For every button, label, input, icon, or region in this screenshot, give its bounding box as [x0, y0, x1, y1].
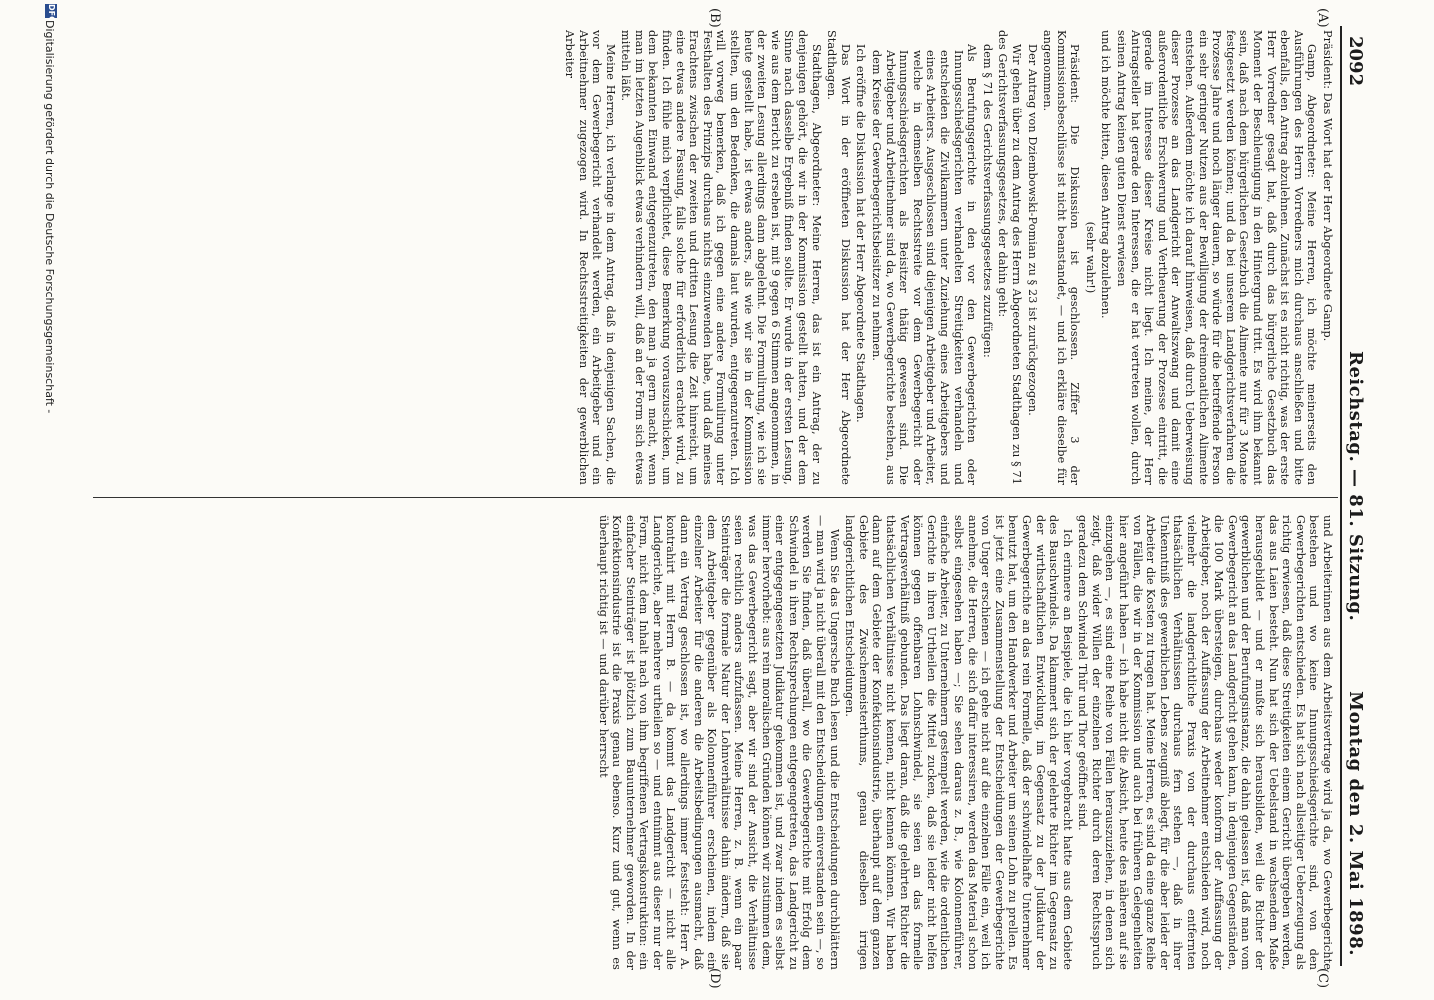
- paragraph: Ich erinnere an Beispiele, die ich hier vorgebracht hatte aus dem Gebiete des Bauschwindels. Da klammert sich der gelehrte Richter im Gegensatz zu der wirthschaftlichen Entwicklung, im Gegensatz zu der Judikatur der Gewerbegerichte an das rein Formelle, daß der schwindelhafte Unternehmer benutzt hat, um den Handwerker und Arbeiter um seinen Lohn zu prellen. Es ist jetzt eine Zusammenstellung der Entscheidungen der Gewerbegerichte von Unger erschienen — ich gehe nicht auf die einzelnen Fälle ein, weil ich annehme, die Herren, die sich dafür interessiren, werden das Material schon selbst eingesehen haben —; Sie sehen daraus z. B., wie Kolonnenführer, einfache Arbeiter, zu Unternehmern gestempelt werden, wie die ordentlichen Gerichte in ihren Urtheilen die Mittel zucken, daß sie leider nicht helfen können gegen offenbaren Lohnschwindel, sie seien an das formelle Vertragsverhältniß gebunden. Das liegt daran, daß die gelehrten Richter die thatsächlichen Verhältnisse nicht kennen, nicht kennen können. Wir haben dann auf dem Gebiete der Konfektionsindustrie, überhaupt auf dem ganzen Gebiete des Zwischenmeisterthums, genau dieselben irrigen landgerichtlichen Entscheidungen.: [843, 515, 1074, 970]
- right-column: [104, 515, 1334, 970]
- margin-mark-a: (A): [1315, 8, 1330, 28]
- paragraph: und ich möchte bitten, diesen Antrag abzulehnen.: [1099, 30, 1113, 319]
- column-divider: [93, 497, 1338, 498]
- paragraph: Meine Herren, ich verlange in dem Antrag, daß in denjenigen Sachen, die vor dem Gewerbegericht verhandelt werden, ein Arbeitgeber und ein Arbeitnehmer zugezogen wird. In Rechtsstreitigkeiten der gewerblichen Arbeiter: [562, 30, 617, 485]
- footer-text: Digitalisierung gefördert durch die Deutsche Forschungsgemeinschaft -: [43, 20, 56, 414]
- dfg-logo: DFG: [47, 4, 56, 23]
- margin-mark-d: (D): [707, 968, 722, 989]
- paragraph: Präsident: Das Wort hat der Herr Abgeordnete Gamp.: [1321, 30, 1334, 342]
- session-date: Montag den 2. Mai 1898.: [1345, 691, 1366, 956]
- margin-mark-b: (B): [707, 8, 722, 28]
- session-title: Reichstag. — 81. Sitzung.: [1345, 351, 1366, 622]
- interjection: (sehr wahr!): [1083, 221, 1097, 294]
- paragraph: Wir gehen über zu dem Antrag des Herrn Abgeordneten Stadthagen zu § 71 des Gerichtsverfassungsgesetzes, der dahin geht:: [996, 30, 1023, 485]
- paragraph: Der Antrag von Dziembowski-Pomian zu § 23 ist zurückgezogen.: [1025, 44, 1039, 416]
- left-column: [104, 30, 1334, 485]
- paragraph: Präsident: Die Diskussion ist geschlossen. Ziffer 3 der Kommissionsbeschlüsse ist nicht beanstandet, — und ich erkläre dieselbe für angenommen.: [1041, 30, 1082, 485]
- digitization-footer: [38, 0, 62, 1000]
- paragraph: und Arbeiterinnen aus dem Arbeitsvertrage wird ja da, wo Gewerbegerichte bestehen und wo keine Innungsschiedsgerichte sind, von den Gewerbegerichten entschieden. Es hat sich nach allseitiger Ueberzeugung als richtig erwiesen, daß diese Streitigkeiten einem Gericht übergeben werden, das aus Laien besteht. Nun hat sich der Uebelstand in wachsendem Maße herausgebildet — und er mußte sich herausbilden, weil die Richter der gewerblichen und der Berufungsinstanz, die dahin gelassen ist, daß man vom Gewerbegericht an das Landgericht gehen kann, in denjenigen Gegenständen, die 100 Mark übersteigen, durchaus weder konform der Auffassung der Arbeitgeber, noch der Auffassung der Arbeitnehmer entschieden wird, noch vielmehr die landgerichtliche Praxis von der durchaus entfernten thatsächlichen Verhältnissen durchaus fern stehen —, daß in ihrer Unkenntniß des gewerblichen Lebens zeugniß ablegt, für die aber leider der Arbeiter die Kosten zu tragen hat. Meine Herren, es sind da eine ganze Reihe von Fällen, die wir in der Kommission und auch bei früheren Gelegenheiten hier angeführt haben — ich habe nicht die Absicht, heute des näheren auf sie einzugehen —, es sind eine Reihe von Fällen herauszuziehen, in denen sich zeigt, daß wider Willen der einzelnen Richter durch deren Rechtsspruch geradezu dem Schwindel Thür und Thor geöffnet sind.: [1076, 515, 1334, 970]
- motion-text: dem § 71 des Gerichtsverfassungsgesetzes zuzufügen:: [980, 44, 994, 358]
- paragraph: Das Wort in der eröffneten Diskussion hat der Herr Abgeordnete Stadthagen.: [825, 30, 852, 485]
- paragraph: Stadthagen, Abgeordneter: Meine Herren, das ist ein Antrag, der zu denjenigen gehört, die wir in der Kommission gestellt hatten, und der dem Sinne nach dasselbe Ergebniß finden sollte. Er wurde in der ersten Lesung, wie aus dem Bericht zu ersehen ist, mit 9 gegen 6 Stimmen angenommen, in der zweiten Lesung allerdings dann abgelehnt. Die Formulirung, wie ich sie heute gestellt habe, ist etwas anders, als wie wir sie in der Kommission stellten, um den Bedenken, die damals laut wurden, entgegenzutreten. Ich will vorweg bemerken, daß ich gegen eine andere Formulirung unter Festhalten des Prinzips durchaus nichts einzuwenden habe, und daß meines Erachtens zwischen der zweiten und dritten Lesung die Zeit hinreicht, um eine etwas andere Fassung, falls solche für erforderlich erachtet wird, zu finden. Ich fühle mich verpflichtet, diese Bemerkung vorauszuschicken, um dem bekannten Einwand entgegenzutreten, den man ja gern macht, wenn man im letzten Augenblick etwas verhindern will, daß an der Form sich etwas mitteln läßt.: [619, 30, 823, 485]
- page-number: 2092: [1345, 36, 1366, 87]
- paragraph: Ich eröffne die Diskussion hat der Herr Abgeordnete Stadthagen.: [854, 44, 868, 423]
- motion-text: Als Berufungsgerichte in den vor den Gewerbegerichten oder Innungsschiedsgerichten verhandelten Streitigkeiten verhandeln und entscheiden die Zivilkammern unter Zuziehung eines Arbeitgebers und eines Arbeiters. Ausgeschlossen sind diejenigen Arbeitgeber und Arbeiter, welche in demselben Rechtsstreite vor dem Gewerbegericht oder Innungsschiedsgerichten als Beisitzer thätig gewesen sind. Die Arbeitgeber und Arbeitnehmer sind da, wo Gewerbegerichte bestehen, aus dem Kreise der Gewerbegerichtsbeisitzer zu nehmen.: [870, 44, 979, 485]
- page-header: [1340, 26, 1372, 966]
- margin-mark-c: (C): [1315, 968, 1330, 989]
- paragraph: Gamp, Abgeordneter: Meine Herren, ich möchte meinerseits den Ausführungen des Herrn Vorredners mich durchaus anschließen und bitte ebenfalls, den Antrag abzulehnen. Zunächst ist es nicht richtig, was der erste Herr Vorredner gesagt hat, daß durch das bürgerliche Gesetzbuch das Moment der Beschleunigung in den Hintergrund tritt. Es wird ihm bekannt sein, daß nach dem bürgerlichen Gesetzbuch die Alimente nur für 3 Monate festgesetzt werden können; und da bei unserem Landgerichtsverfahren die Prozesse Jahre und noch länger dauern, so würde für die betreffende Person ein sehr geringer Nutzen aus der Bewilligung der dreimonatlichen Alimente entstehen. Außerdem möchte ich darauf hinweisen, daß durch Ueberweisung dieser Prozesse an das Landgericht der Anwaltszwang und damit eine außerordentliche Erschwerung und Vertheuerung der Prozesse eintritt, die gerade im Interesse dieser Kreise nicht liegt. Ich meine, der Herr Antragsteller hat gerade den Interessen, die er hat vertreten wollen, durch seinen Antrag keinen guten Dienst erwiesen: [1115, 30, 1319, 485]
- paragraph: Wenn Sie das Ungersche Buch lesen und die Entscheidungen durchblättern — man wird ja nicht überall mit den Entscheidungen einverstanden sein —, so werden Sie finden, daß überall, wo die Gewerbegerichte mit Erfolg dem Schwindel in ihren Rechtsprechungen entgegengetreten, das Landgericht zu einer entgegengesetzten Judikatur gekommen ist, und zwar indem es selbst immer hervorhebt: aus rein moralischen Gründen können wir zustimmen dem, was das Gewerbegericht sagt, aber wir sind der Ansicht, die Verhältnisse seien rechtlich anders aufzufassen. Meine Herren, z. B. wenn ein paar Steinträger die formale Natur der Lohnverhältnisse dahin ändern, daß sie dem Arbeitgeber gegenüber als Kolonnenführer erscheinen, indem ein einzelner Arbeiter für die anderen die Arbeitsbedingungen ausmacht, daß dann ein Vertrag geschlossen ist, wo allerdings immer feststeht: Herr A. kontrahirt mit Herrn B. — da kommt das Landgericht — nicht alle Landgerichte, aber mehrere urtheilen so — und entnimmt aus dieser nur der Form, nicht dem Inhalt nach von ihm begriffenen Vertragskonstruktion: ein einfacher Steinträger ist plötzlich zum Bauunternehmer geworden. In der Konfektionsindustrie ist die Praxis genau ebenso. Kurz und gut, wenn es überhaupt richtig ist — und darüber herrscht: [596, 515, 841, 970]
